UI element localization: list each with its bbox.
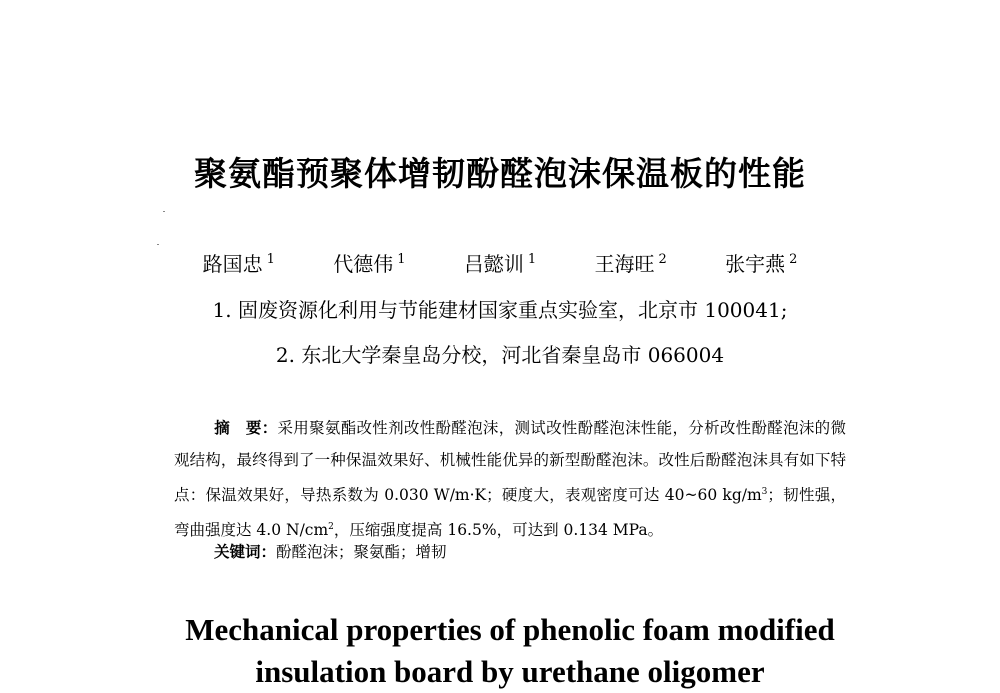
author-list — [0, 248, 1000, 277]
author-name: 代德伟 — [333, 252, 394, 276]
author — [333, 248, 405, 277]
keywords — [214, 540, 447, 562]
author-name: 张宇燕 — [725, 252, 786, 276]
author-affiliation-mark: 2 — [658, 252, 667, 267]
author-affiliation-mark: 1 — [527, 252, 537, 267]
abstract — [174, 412, 846, 546]
author-affiliation-mark: 1 — [266, 252, 275, 267]
chinese-title: 聚氨酯预聚体增韧酚醛泡沫保温板的性能 — [194, 154, 806, 193]
english-title-line-1: Mechanical properties of phenolic foam modified — [185, 612, 835, 647]
abstract-label: 摘 要： — [214, 418, 278, 437]
affiliation-1: 1. 固废资源化利用与节能建材国家重点实验室，北京市 100041; — [212, 298, 788, 322]
keywords-label: 关键词： — [214, 542, 277, 561]
author-affiliation-mark: 1 — [397, 252, 406, 267]
author — [725, 248, 797, 277]
keywords-text: 酚醛泡沫；聚氨酯；增韧 — [276, 543, 447, 561]
author-name: 路国忠 — [202, 252, 263, 276]
scan-speck — [157, 244, 159, 245]
author-name: 王海旺 — [594, 252, 655, 276]
abstract-superscript: 3 — [761, 487, 768, 497]
author — [464, 248, 536, 277]
affiliation-2: 2. 东北大学秦皇岛分校，河北省秦皇岛市 066004 — [275, 343, 725, 367]
author-name: 吕懿训 — [463, 252, 524, 276]
author-affiliation-mark: 2 — [789, 252, 798, 267]
abstract-text: ，压缩强度提高 16.5%，可达到 0.134 MPa。 — [333, 521, 664, 539]
abstract-superscript: 2 — [328, 522, 334, 532]
english-title-line-2: insulation board by urethane oligomer — [255, 654, 765, 689]
author — [203, 248, 275, 277]
scan-speck — [163, 211, 165, 212]
author — [595, 248, 667, 277]
abstract-text: ；韧性强，弯曲强度达 4.0 N/cm — [174, 486, 846, 539]
abstract-text: 采用聚氨酯改性剂改性酚醛泡沫，测试改性酚醛泡沫性能，分析改性酚醛泡沫的微观结构，最终得到了一种保温效果好、机械性能优异的新型酚醛泡沫。改性后酚醛泡沫具有如下特点：保温效果好，导热系数为 0.030 W/m·K；硬度大，表观密度可达 40~60 kg/m — [174, 419, 846, 504]
english-title — [0, 609, 1000, 693]
